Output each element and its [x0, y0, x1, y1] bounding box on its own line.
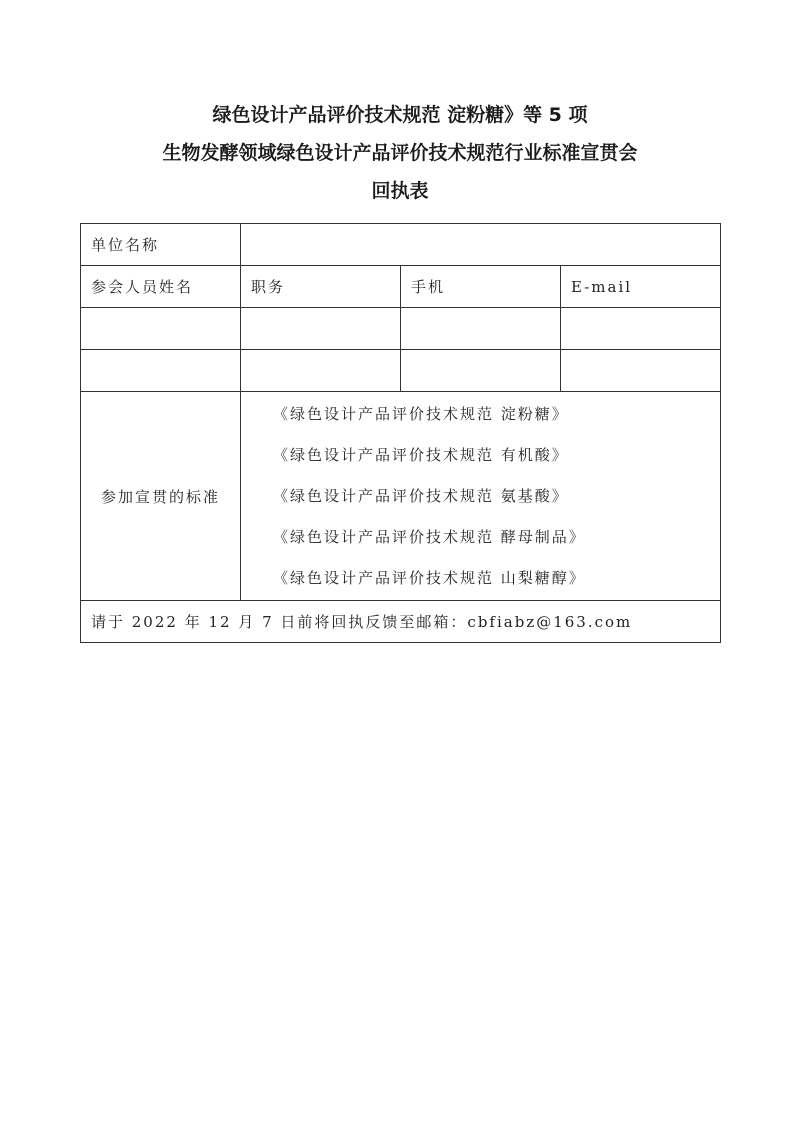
title-line-1: 绿色设计产品评价技术规范 淀粉糖》等 5 项: [212, 104, 588, 126]
mobile-label: 手机: [401, 266, 561, 308]
email-label: E-mail: [561, 266, 721, 308]
document-title: [0, 96, 800, 210]
attendee-header-row: [81, 266, 721, 308]
email-field[interactable]: [561, 308, 721, 350]
standards-row: [81, 392, 721, 601]
title-line-3: 回执表: [371, 180, 429, 202]
standard-item: 《绿色设计产品评价技术规范 淀粉糖》: [273, 404, 569, 423]
attendee-name-field[interactable]: [81, 308, 241, 350]
unit-name-field[interactable]: [241, 224, 721, 266]
standards-list-cell: [241, 392, 721, 601]
submission-note: 请于 2022 年 12 月 7 日前将回执反馈至邮箱：cbfiabz@163.com: [81, 601, 721, 643]
position-field[interactable]: [241, 308, 401, 350]
attendee-name-field[interactable]: [81, 350, 241, 392]
note-row: [81, 601, 721, 643]
mobile-field[interactable]: [401, 350, 561, 392]
title-line-2: 生物发酵领域绿色设计产品评价技术规范行业标准宣贯会: [162, 142, 638, 164]
unit-name-label: 单位名称: [81, 224, 241, 266]
attendee-row: [81, 308, 721, 350]
position-field[interactable]: [241, 350, 401, 392]
standard-item: 《绿色设计产品评价技术规范 山梨糖醇》: [273, 568, 586, 587]
standard-item: 《绿色设计产品评价技术规范 氨基酸》: [273, 486, 569, 505]
attendee-row: [81, 350, 721, 392]
email-field[interactable]: [561, 350, 721, 392]
standard-item: 《绿色设计产品评价技术规范 酵母制品》: [273, 527, 586, 546]
reply-form-table: [80, 223, 721, 643]
mobile-field[interactable]: [401, 308, 561, 350]
standard-item: 《绿色设计产品评价技术规范 有机酸》: [273, 445, 569, 464]
position-label: 职务: [241, 266, 401, 308]
unit-name-row: [81, 224, 721, 266]
standards-label: 参加宣贯的标准: [81, 392, 241, 601]
standards-list: [251, 394, 710, 599]
attendee-name-label: 参会人员姓名: [81, 266, 241, 308]
